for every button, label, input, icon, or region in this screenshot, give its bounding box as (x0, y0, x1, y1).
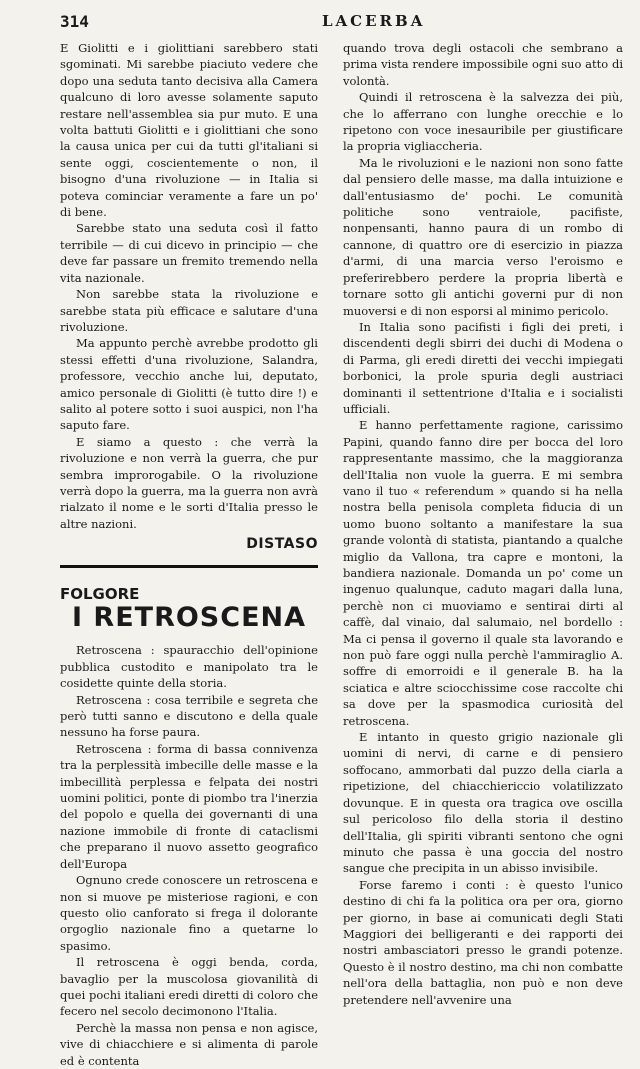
paragraph: Retroscena : spauracchio dell'opinione pubblica custodito e manipolato tra le cosidette quinte della storia. (60, 643, 318, 691)
author-signature: DISTASO (246, 536, 318, 553)
paragraph: Non sarebbe stata la rivoluzione e sarebbe stata più efficace e salutare d'una rivoluzione. (60, 287, 318, 334)
page-header (60, 12, 620, 38)
page-number: 314 (60, 12, 89, 31)
paragraph: Forse faremo i conti : è questo l'unico destino di chi fa la politica ora per ora, giorno per giorno, in base ai comunicati degli Stati Maggiori dei belligeranti e dei rapporti dei nostri ambasciatori presso le grandi potenze. Questo è il nostro destino, ma chi non combatte nell'ora della battaglia, non può e non deve pretendere nell'avvenire una (343, 877, 623, 1007)
paragraph: Sarebbe stato una seduta così il fatto terribile — di cui dicevo in principio — che deve far passare un fremito tremendo nella vita nazionale. (60, 221, 318, 285)
article-title: I RETROSCENA (71, 602, 307, 633)
paragraph: E Giolitti e i giolittiani sarebbero stati sgominati. Mi sarebbe piaciuto vedere che dopo una seduta tanto decisiva alla Camera qualcuno di loro avesse solamente saputo restare nell'assemblea sia pur muto. E una volta battuti Giolitti e i giolittiani che sono la causa unica per cui da tutti gl'italiani si sente oggi, coscientemente o non, il bisogno d'una rivoluzione — in Italia si poteva cominciar veramente a fare un po' di bene. (60, 41, 318, 220)
paragraph: E intanto in questo grigio nazionale gli uomini di nervi, di carne e di pensiero soffocano, ammorbati dal puzzo della ciarla a ripetizione, del chiacchiericcio volatilizzato dovunque. E in questa ora tragica ove oscilla sul pericoloso filo della storia il destino dell'Italia, gli spiriti vibranti sentono che ogni minuto che passa è una goccia del nostro sangue che precipita in un abisso invisibile. (343, 730, 623, 876)
paragraph: Retroscena : forma di bassa connivenza tra la perplessità imbecille delle masse e la imbecillità perplessa e felpata dei nostri uomini politici, ponte di piombo tra l'inerzia del popolo e quella dei governanti di una nazione immobile di fronte di cataclismi che preparano il nuovo assetto geografico dell'Europa (60, 741, 318, 871)
paragraph: E siamo a questo : che verrà la rivoluzione e non verrà la guerra, che pur sembra improrogabile. O la rivoluzione verrà dopo la guerra, ma la guerra non avrà rialzato il nome e le sorti d'Italia presso le altre nazioni. (60, 434, 318, 531)
author-label: FOLGORE (60, 584, 140, 603)
paragraph: Ma le rivoluzioni e le nazioni non sono fatte dal pensiero delle masse, ma dalla intuizione e dall'entusiasmo de' pochi. Le comunità politiche sono ventraiole, pacifiste, nonpensanti, hanno paura di un rombo di cannone, di quattro ore di esercizio in piazza d'armi, di una marcia verso l'eroismo e preferirebbero perdere la propria libertà e tornare sotto gli antichi governi pur di non muoversi e di non esporsi al minimo pericolo. (343, 155, 623, 318)
paragraph: In Italia sono pacifisti i figli dei preti, i discendenti degli sbirri dei duchi di Modena o di Parma, gli eredi diretti dei vecchi impiegati borbonici, la prole spuria degli austriaci dominanti il settentrione d'Italia e i socialisti ufficiali. (343, 319, 623, 416)
left-column (60, 40, 318, 1069)
paragraph: quando trova degli ostacoli che sembrano a prima vista rendere impossibile ogni suo atto di volontà. (343, 41, 623, 88)
paragraph: Quindi il retroscena è la salvezza dei più, che lo afferrano con lunghe orecchie e lo ripetono con voce inesauribile per giustificare la propria vigliaccheria. (343, 90, 623, 154)
paragraph: Retroscena : cosa terribile e segreta che però tutti sanno e discutono e della quale nessuno ha forse paura. (60, 692, 318, 740)
journal-title: LACERBA (322, 12, 426, 30)
paragraph: E hanno perfettamente ragione, carissimo Papini, quando fanno dire per bocca del loro rappresentante massimo, che la maggioranza dell'Italia non vuole la guerra. E mi sembra vano il tuo « referendum » quando si ha nella nostra bella penisola completa fiducia di un uomo buono soltanto a manifestare la sua grande volontà di statista, piantando a qualche miglio da Vallona, tra capre e montoni, la bandiera nazionale. Domanda un po' come un ingenuo qualunque, caduto magari dalla luna, perchè non ci muoviamo e sentirai dirti al caffè, dal vinaio, dal salumaio, nel bordello : Ma ci pensa il governo il quale sta lavorando e non può fare oggi nulla perchè l'ammiraglio A. soffre di emorroidi e il generale B. ha la sciatica e altre sciocchissime cose raccolte chi sa dove per la spasmodica curiosità del retroscena. (343, 418, 623, 728)
paragraph: Il retroscena è oggi benda, corda, bavaglio per la muscolosa giovanilità di quei pochi italiani eredi diretti di coloro che fecero nel secolo decimonono l'Italia. (60, 955, 318, 1019)
paragraph: Perchè la massa non pensa e non agisce, vive di chiacchiere e si alimenta di parole ed è contenta (60, 1020, 318, 1068)
paragraph: Ognuno crede conoscere un retroscena e non si muove pe misteriose ragioni, e con questo olio canforato si frega il dolorante orgoglio nazionale fino a quetarne lo spasimo. (60, 873, 318, 953)
paragraph: Ma appunto perchè avrebbe prodotto gli stessi effetti d'una rivoluzione, Salandra, professore, vecchio anche lui, deputato, amico personale di Giolitti (è tutto dire !) e salito al potere sotto i suoi auspici, non l'ha saputo fare. (60, 336, 318, 433)
right-column (343, 40, 623, 1008)
section-divider (60, 565, 318, 568)
